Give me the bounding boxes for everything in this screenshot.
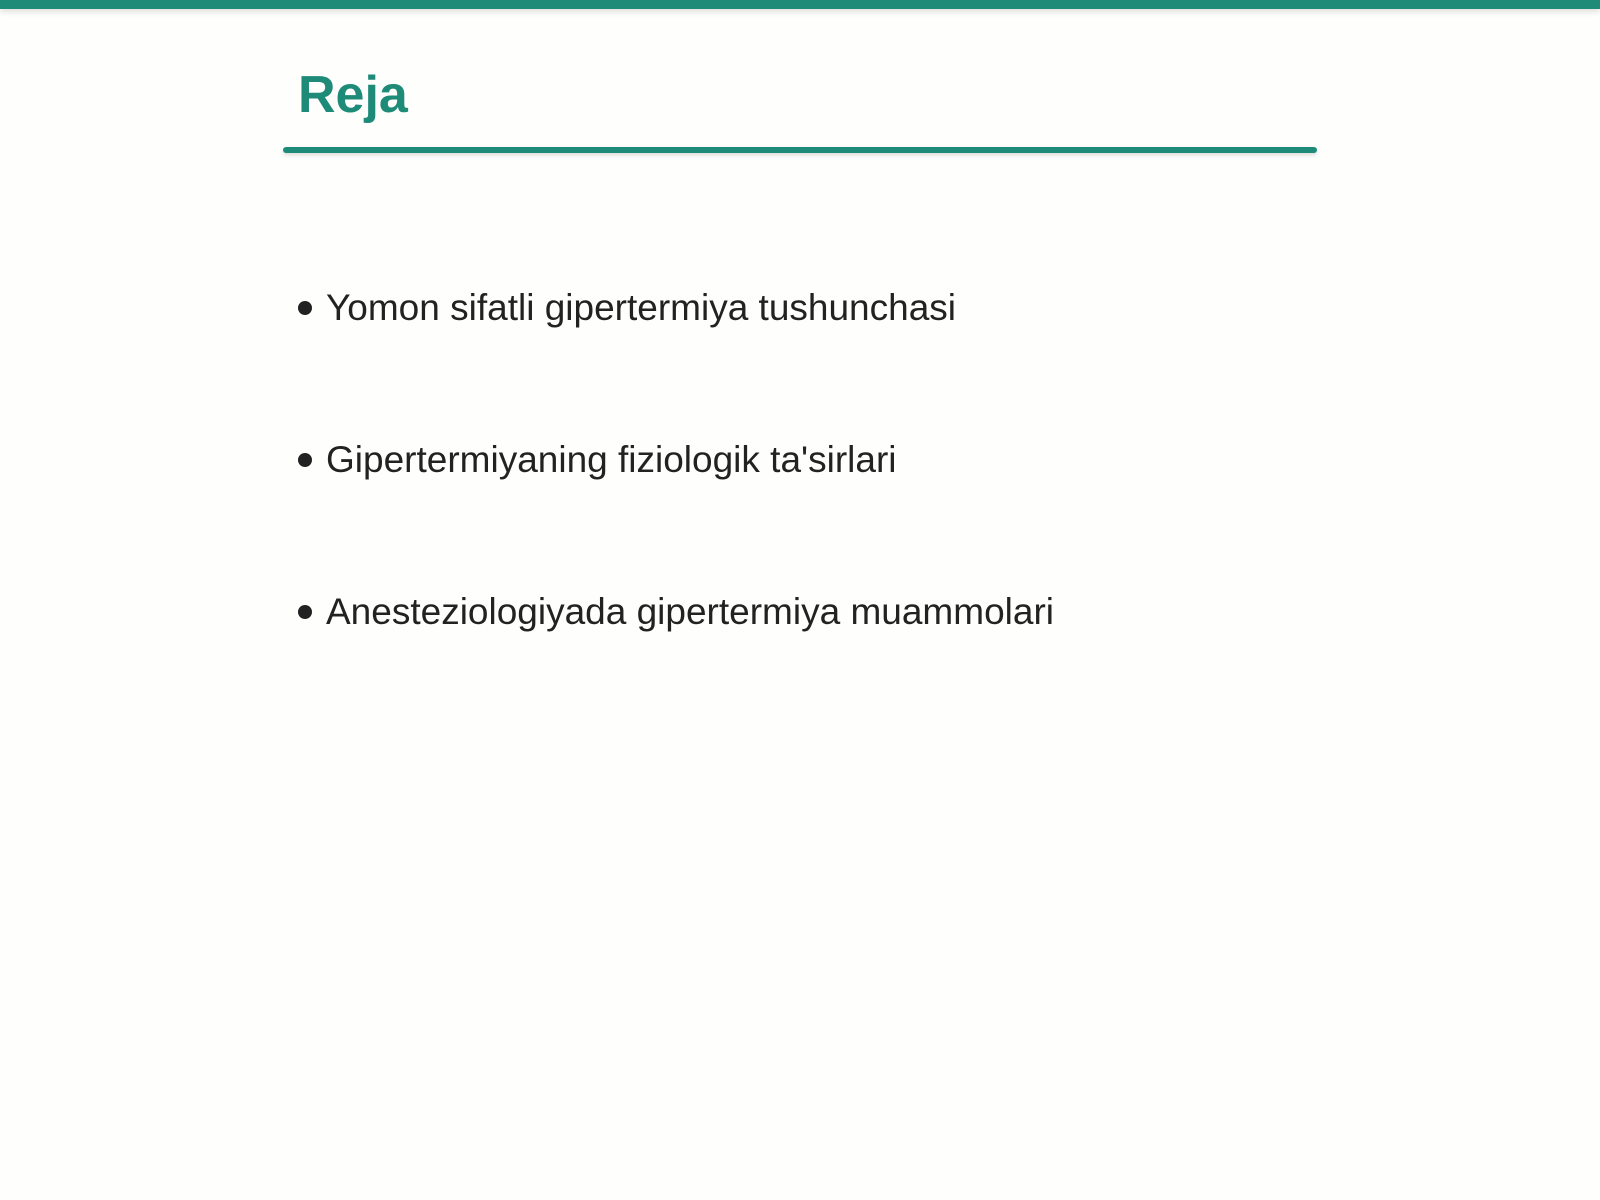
bullet-icon	[298, 453, 312, 467]
title-underline	[283, 147, 1317, 153]
bullet-text: Yomon sifatli gipertermiya tushunchasi	[326, 287, 957, 328]
bullet-text: Gipertermiyaning fiziologik ta'sirlari	[326, 439, 897, 480]
list-item	[298, 278, 1054, 338]
list-item	[298, 430, 1054, 490]
top-accent-bar	[0, 0, 1600, 9]
bullet-list	[298, 278, 1054, 734]
bullet-text: Anesteziologiyada gipertermiya muammolari	[326, 591, 1054, 632]
slide-title: Reja	[298, 66, 408, 124]
bullet-icon	[298, 605, 312, 619]
bullet-icon	[298, 301, 312, 315]
list-item	[298, 582, 1054, 642]
